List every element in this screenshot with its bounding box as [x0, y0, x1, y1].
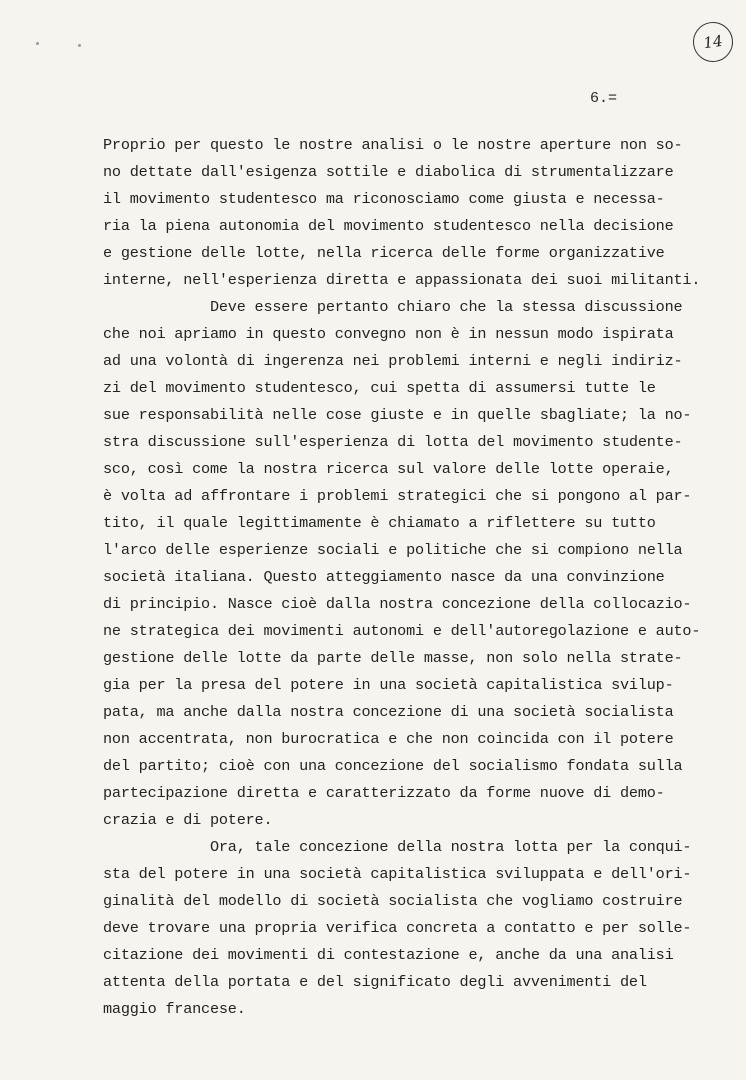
text-line: crazia e di potere. [103, 811, 273, 829]
text-line: maggio francese. [103, 1000, 246, 1018]
text-line: pata, ma anche dalla nostra concezione di una società socialista [103, 703, 674, 721]
text-line: zi del movimento studentesco, cui spetta di assumersi tutte le [103, 379, 656, 397]
text-line: ginalità del modello di società socialista che vogliamo costruire [103, 892, 683, 910]
text-line: società italiana. Questo atteggiamento nasce da una convinzione [103, 568, 665, 586]
text-line: deve trovare una propria verifica concreta a contatto e per solle- [103, 919, 692, 937]
text-line: ria la piena autonomia del movimento studentesco nella decisione [103, 217, 674, 235]
body-text [103, 132, 703, 1023]
text-line: sco, così come la nostra ricerca sul valore delle lotte operaie, [103, 460, 674, 478]
text-line: gia per la presa del potere in una società capitalistica svilup- [103, 676, 674, 694]
text-line: l'arco delle esperienze sociali e politiche che si compiono nella [103, 541, 683, 559]
text-line: attenta della portata e del significato degli avvenimenti del [103, 973, 647, 991]
text-line: partecipazione diretta e caratterizzato da forme nuove di demo- [103, 784, 665, 802]
paper-speck [78, 44, 81, 47]
page-number: 6.= [590, 90, 618, 107]
archive-number-stamp: 14 [690, 19, 735, 64]
text-line: Deve essere pertanto chiaro che la stessa discussione [103, 298, 683, 316]
text-line: ne strategica dei movimenti autonomi e dell'autoregolazione e auto- [103, 622, 701, 640]
text-line: ad una volontà di ingerenza nei problemi interni e negli indiriz- [103, 352, 683, 370]
text-line: è volta ad affrontare i problemi strategici che si pongono al par- [103, 487, 692, 505]
text-line: stra discussione sull'esperienza di lotta del movimento studente- [103, 433, 683, 451]
text-line: che noi apriamo in questo convegno non è in nessun modo ispirata [103, 325, 674, 343]
text-line: Proprio per questo le nostre analisi o le nostre aperture non so- [103, 136, 683, 154]
text-line: sta del potere in una società capitalistica sviluppata e dell'ori- [103, 865, 692, 883]
text-line: di principio. Nasce cioè dalla nostra concezione della collocazio- [103, 595, 692, 613]
text-line: del partito; cioè con una concezione del socialismo fondata sulla [103, 757, 683, 775]
text-line: sue responsabilità nelle cose giuste e in quelle sbagliate; la no- [103, 406, 692, 424]
text-line: tito, il quale legittimamente è chiamato a riflettere su tutto [103, 514, 656, 532]
text-line: gestione delle lotte da parte delle masse, non solo nella strate- [103, 649, 683, 667]
text-line: citazione dei movimenti di contestazione e, anche da una analisi [103, 946, 674, 964]
text-line: non accentrata, non burocratica e che non coincida con il potere [103, 730, 674, 748]
text-line: e gestione delle lotte, nella ricerca delle forme organizzative [103, 244, 665, 262]
paper-speck [36, 42, 39, 45]
text-line: il movimento studentesco ma riconosciamo come giusta e necessa- [103, 190, 665, 208]
text-line: interne, nell'esperienza diretta e appassionata dei suoi militanti. [103, 271, 701, 289]
text-line: Ora, tale concezione della nostra lotta per la conqui- [103, 838, 692, 856]
text-line: no dettate dall'esigenza sottile e diabolica di strumentalizzare [103, 163, 674, 181]
